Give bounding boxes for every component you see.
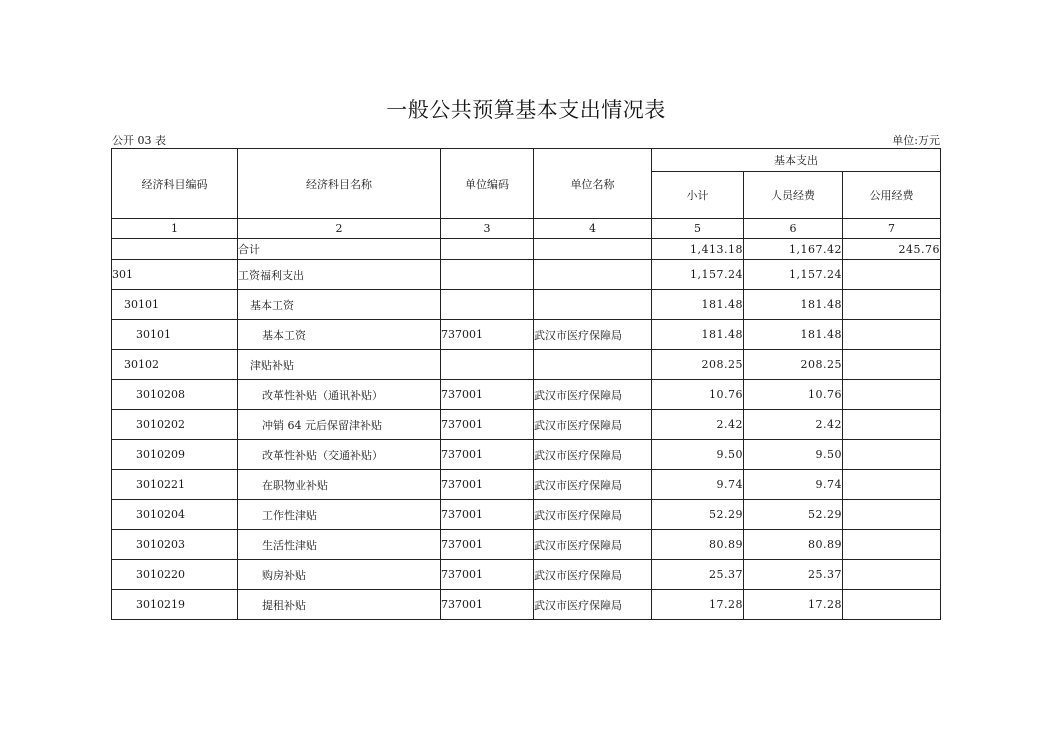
cell-public bbox=[843, 530, 941, 560]
cell-personnel: 80.89 bbox=[744, 530, 843, 560]
cell-subtotal: 208.25 bbox=[652, 350, 744, 380]
cell-unit-code: 737001 bbox=[441, 530, 534, 560]
col-number: 5 bbox=[652, 219, 744, 239]
cell-personnel: 1,167.42 bbox=[744, 239, 843, 260]
cell-subtotal: 52.29 bbox=[652, 500, 744, 530]
cell-name: 基本工资 bbox=[238, 320, 441, 350]
cell-personnel: 52.29 bbox=[744, 500, 843, 530]
cell-subtotal: 17.28 bbox=[652, 590, 744, 620]
cell-name: 改革性补贴（通讯补贴） bbox=[238, 380, 441, 410]
cell-code: 3010209 bbox=[112, 440, 238, 470]
cell-unit-code: 737001 bbox=[441, 410, 534, 440]
cell-unit-code: 737001 bbox=[441, 470, 534, 500]
cell-code: 3010202 bbox=[112, 410, 238, 440]
cell-subtotal: 181.48 bbox=[652, 290, 744, 320]
col-number: 6 bbox=[744, 219, 843, 239]
cell-code: 3010220 bbox=[112, 560, 238, 590]
table-row bbox=[112, 500, 941, 530]
cell-unit-name: 武汉市医疗保障局 bbox=[534, 590, 652, 620]
cell-name: 购房补贴 bbox=[238, 560, 441, 590]
cell-unit-name: 武汉市医疗保障局 bbox=[534, 440, 652, 470]
cell-name: 冲销 64 元后保留津补贴 bbox=[238, 410, 441, 440]
table-row bbox=[112, 440, 941, 470]
cell-unit-code bbox=[441, 350, 534, 380]
header-unit-code: 单位编码 bbox=[441, 149, 534, 219]
cell-code bbox=[112, 239, 238, 260]
cell-public bbox=[843, 290, 941, 320]
cell-name: 工作性津贴 bbox=[238, 500, 441, 530]
budget-table bbox=[111, 148, 941, 620]
cell-unit-name: 武汉市医疗保障局 bbox=[534, 380, 652, 410]
cell-personnel: 181.48 bbox=[744, 320, 843, 350]
cell-name: 基本工资 bbox=[238, 290, 441, 320]
cell-unit-code: 737001 bbox=[441, 590, 534, 620]
cell-public bbox=[843, 440, 941, 470]
cell-name: 生活性津贴 bbox=[238, 530, 441, 560]
cell-code: 30101 bbox=[112, 320, 238, 350]
cell-name: 改革性补贴（交通补贴） bbox=[238, 440, 441, 470]
cell-unit-name: 武汉市医疗保障局 bbox=[534, 320, 652, 350]
table-row bbox=[112, 410, 941, 440]
cell-unit-name: 武汉市医疗保障局 bbox=[534, 500, 652, 530]
header-subtotal: 小计 bbox=[652, 172, 744, 219]
cell-public bbox=[843, 500, 941, 530]
table-row bbox=[112, 239, 941, 260]
cell-public bbox=[843, 260, 941, 290]
cell-code: 30101 bbox=[112, 290, 238, 320]
table-row bbox=[112, 320, 941, 350]
cell-public bbox=[843, 380, 941, 410]
cell-unit-code bbox=[441, 290, 534, 320]
cell-unit-name: 武汉市医疗保障局 bbox=[534, 560, 652, 590]
cell-name: 提租补贴 bbox=[238, 590, 441, 620]
cell-unit-code: 737001 bbox=[441, 380, 534, 410]
header-unit-name: 单位名称 bbox=[534, 149, 652, 219]
cell-personnel: 2.42 bbox=[744, 410, 843, 440]
cell-code: 301 bbox=[112, 260, 238, 290]
unit-label: 单位:万元 bbox=[892, 134, 940, 147]
cell-unit-code: 737001 bbox=[441, 560, 534, 590]
cell-code: 3010221 bbox=[112, 470, 238, 500]
cell-code: 3010208 bbox=[112, 380, 238, 410]
table-row bbox=[112, 290, 941, 320]
table-row bbox=[112, 590, 941, 620]
col-number: 1 bbox=[112, 219, 238, 239]
cell-personnel: 9.50 bbox=[744, 440, 843, 470]
table-row bbox=[112, 380, 941, 410]
cell-personnel: 181.48 bbox=[744, 290, 843, 320]
cell-public bbox=[843, 320, 941, 350]
cell-unit-code bbox=[441, 239, 534, 260]
header-public: 公用经费 bbox=[843, 172, 941, 219]
col-number: 3 bbox=[441, 219, 534, 239]
cell-unit-name bbox=[534, 239, 652, 260]
cell-unit-code: 737001 bbox=[441, 500, 534, 530]
cell-unit-name bbox=[534, 260, 652, 290]
header-code: 经济科目编码 bbox=[112, 149, 238, 219]
cell-personnel: 10.76 bbox=[744, 380, 843, 410]
cell-unit-code: 737001 bbox=[441, 440, 534, 470]
cell-personnel: 17.28 bbox=[744, 590, 843, 620]
cell-name: 工资福利支出 bbox=[238, 260, 441, 290]
cell-name: 合计 bbox=[238, 239, 441, 260]
cell-code: 3010203 bbox=[112, 530, 238, 560]
cell-subtotal: 2.42 bbox=[652, 410, 744, 440]
header-personnel: 人员经费 bbox=[744, 172, 843, 219]
col-number: 4 bbox=[534, 219, 652, 239]
cell-subtotal: 9.50 bbox=[652, 440, 744, 470]
cell-personnel: 208.25 bbox=[744, 350, 843, 380]
cell-unit-code bbox=[441, 260, 534, 290]
col-number: 7 bbox=[843, 219, 941, 239]
cell-code: 3010204 bbox=[112, 500, 238, 530]
cell-unit-name: 武汉市医疗保障局 bbox=[534, 410, 652, 440]
cell-subtotal: 1,157.24 bbox=[652, 260, 744, 290]
cell-subtotal: 10.76 bbox=[652, 380, 744, 410]
cell-unit-code: 737001 bbox=[441, 320, 534, 350]
cell-public: 245.76 bbox=[843, 239, 941, 260]
cell-unit-name bbox=[534, 290, 652, 320]
cell-public bbox=[843, 350, 941, 380]
cell-public bbox=[843, 590, 941, 620]
cell-public bbox=[843, 560, 941, 590]
column-number-row bbox=[112, 219, 941, 239]
cell-personnel: 9.74 bbox=[744, 470, 843, 500]
col-number: 2 bbox=[238, 219, 441, 239]
cell-subtotal: 25.37 bbox=[652, 560, 744, 590]
cell-code: 30102 bbox=[112, 350, 238, 380]
cell-subtotal: 80.89 bbox=[652, 530, 744, 560]
header-basic: 基本支出 bbox=[652, 149, 941, 172]
table-row bbox=[112, 260, 941, 290]
cell-unit-name: 武汉市医疗保障局 bbox=[534, 530, 652, 560]
table-row bbox=[112, 350, 941, 380]
cell-code: 3010219 bbox=[112, 590, 238, 620]
cell-public bbox=[843, 470, 941, 500]
cell-personnel: 1,157.24 bbox=[744, 260, 843, 290]
cell-unit-name: 武汉市医疗保障局 bbox=[534, 470, 652, 500]
cell-unit-name bbox=[534, 350, 652, 380]
table-code: 公开 03 表 bbox=[112, 134, 166, 147]
header-name: 经济科目名称 bbox=[238, 149, 441, 219]
cell-public bbox=[843, 410, 941, 440]
table-row bbox=[112, 560, 941, 590]
table-row bbox=[112, 470, 941, 500]
cell-name: 津贴补贴 bbox=[238, 350, 441, 380]
cell-name: 在职物业补贴 bbox=[238, 470, 441, 500]
page-title: 一般公共预算基本支出情况表 bbox=[386, 98, 666, 122]
cell-personnel: 25.37 bbox=[744, 560, 843, 590]
cell-subtotal: 181.48 bbox=[652, 320, 744, 350]
cell-subtotal: 9.74 bbox=[652, 470, 744, 500]
cell-subtotal: 1,413.18 bbox=[652, 239, 744, 260]
table-row bbox=[112, 530, 941, 560]
